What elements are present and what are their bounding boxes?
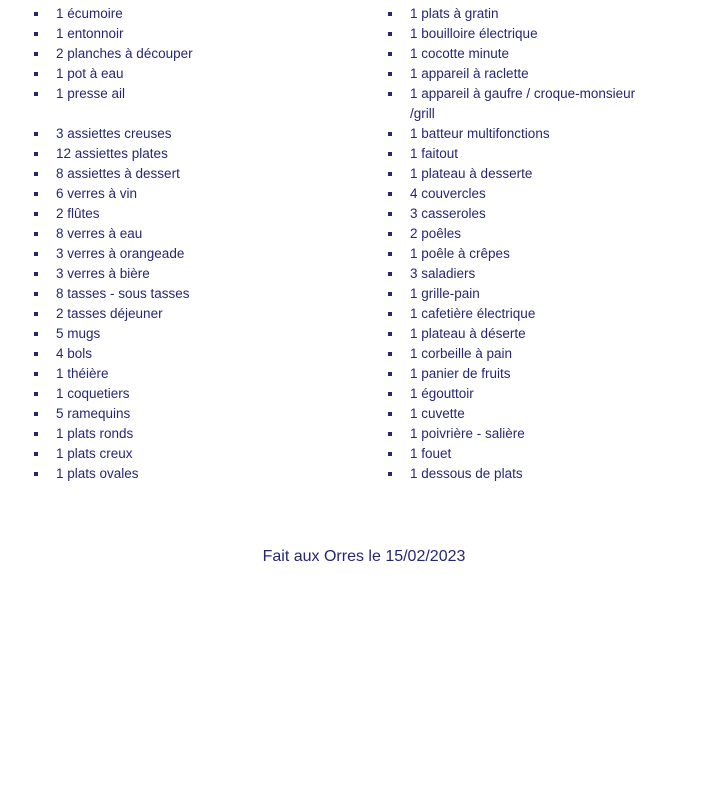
list-item: 1 plateau à desserte [380,164,728,184]
list-item: 1 plats ronds [26,424,380,444]
list-item: 1 fouet [380,444,728,464]
list-item: 1 écumoire [26,4,380,24]
list-item: 1 plats ovales [26,464,380,484]
list-item: 1 appareil à raclette [380,64,728,84]
list-spacer [26,104,380,124]
list-item: 1 faitout [380,144,728,164]
list-item: 1 pot à eau [26,64,380,84]
list-item: 1 plats à gratin [380,4,728,24]
list-item: 1 batteur multifonctions [380,124,728,144]
list-item: 2 planches à découper [26,44,380,64]
list-item: 12 assiettes plates [26,144,380,164]
list-item: 1 cuvette [380,404,728,424]
list-item: 3 saladiers [380,264,728,284]
left-column [0,4,380,484]
list-item: 2 tasses déjeuner [26,304,380,324]
list-item: 3 casseroles [380,204,728,224]
list-item: 1 appareil à gaufre / croque-monsieur [380,84,728,104]
list-item: 1 entonnoir [26,24,380,44]
left-item-list [26,4,380,484]
list-item: 1 cocotte minute [380,44,728,64]
list-item: 1 grille-pain [380,284,728,304]
list-item: 1 égouttoir [380,384,728,404]
right-item-list [380,4,728,484]
list-item: 4 couvercles [380,184,728,204]
list-item: 1 panier de fruits [380,364,728,384]
list-item: 1 coquetiers [26,384,380,404]
list-item: 6 verres à vin [26,184,380,204]
list-item: 1 plateau à déserte [380,324,728,344]
list-item: 1 cafetière électrique [380,304,728,324]
list-item: 4 bols [26,344,380,364]
list-item: 3 verres à bière [26,264,380,284]
list-item: 5 mugs [26,324,380,344]
list-item: 8 verres à eau [26,224,380,244]
list-item: 1 plats creux [26,444,380,464]
list-item: 1 poêle à crêpes [380,244,728,264]
right-column [380,4,728,484]
list-item: 1 dessous de plats [380,464,728,484]
list-item-continuation: /grill [410,106,435,121]
document-footer: Fait aux Orres le 15/02/2023 [262,548,466,565]
list-item: 8 tasses - sous tasses [26,284,380,304]
list-item: 2 poêles [380,224,728,244]
list-item: 1 bouilloire électrique [380,24,728,44]
list-item: 1 théière [26,364,380,384]
list-item: 3 verres à orangeade [26,244,380,264]
list-item: 5 ramequins [26,404,380,424]
list-item: 3 assiettes creuses [26,124,380,144]
list-item: 8 assiettes à dessert [26,164,380,184]
list-item: 1 presse ail [26,84,380,104]
list-item: 1 corbeille à pain [380,344,728,364]
list-item: 2 flûtes [26,204,380,224]
list-item: 1 poivrière - salière [380,424,728,444]
